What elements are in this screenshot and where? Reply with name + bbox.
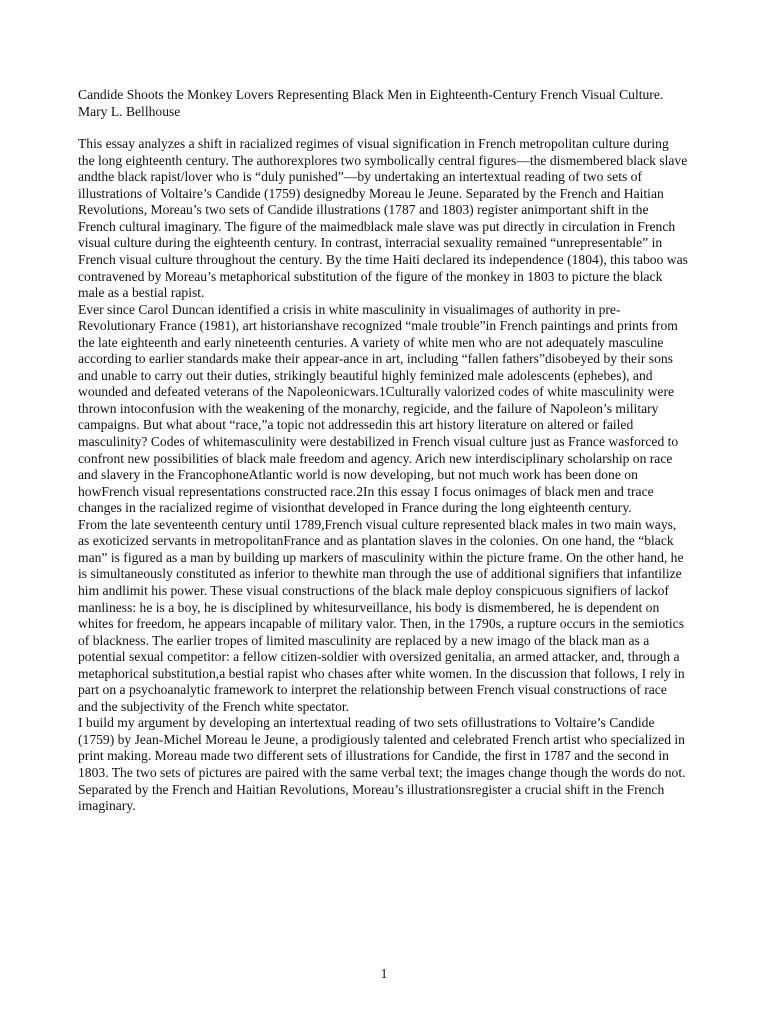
paragraph-representation: From the late seventeenth century until 1789,French visual culture represented black males in two main ways, as exoticized servants in metropolitanFrance and as plantation slaves in the colonies. On one hand, the “black man” is figured as a man by building up markers of masculinity within the picture frame. On the other hand, he is simultaneously constituted as inferior to thewhite man through the use of additional signifiers that infantilize him andlimit his power. These visual constructions of the black male deploy conspicuous signifiers of lackof manliness: he is a boy, he is disciplined by whitesurveillance, his body is dismembered, he is dependent on whites for freedom, he appears incapable of military valor. Then, in the 1790s, a rupture occurs in the semiotics of blackness. The earlier tropes of limited masculinity are replaced by a new imago of the black man as a potential sexual competitor: a fellow citizen-soldier with oversized genitalia, an armed attacker, and, through a metaphorical substitution,a bestial rapist who chases after white women. In the discussion that follows, I rely in part on a psychoanalytic framework to interpret the relationship between French visual constructions of race and the subjectivity of the French white spectator.: [78, 516, 685, 714]
page-number: 1: [380, 966, 388, 981]
document-title: Candide Shoots the Monkey Lovers Representing Black Men in Eighteenth-Century French Visual Culture. Mary L. Bellhouse: [78, 87, 664, 119]
document-page: [78, 87, 688, 815]
paragraph-masculinity: Ever since Carol Duncan identified a crisis in white masculinity in visualimages of authority in pre-Revolutionary France (1981), art historianshave recognized “male trouble”in French paintings and prints from the late eighteenth and early nineteenth centuries. A variety of white men who are not adequately masculine according to earlier standards make their appear-ance in art, including “fallen fathers”disobeyed by their sons and unable to carry out their duties, strikingly beautiful highly feminized male adolescents (ephebes), and wounded and defeated veterans of the Napoleonicwars.1Culturally valorized codes of white masculinity were thrown intoconfusion with the weakening of the monarchy, regicide, and the failure of Napoleon’s military campaigns. But what about “race,”a topic not addressedin this art history literature on altered or failed masculinity? Codes of whitemasculinity were destabilized in French visual culture just as France wasforced to confront new possibilities of black male freedom and agency. Arich new interdisciplinary scholarship on race and slavery in the FrancophoneAtlantic world is now developing, but not much work has been done on howFrench visual representations constructed race.2In this essay I focus onimages of black men and trace changes in the racialized regime of visionthat developed in France during the long eighteenth century.: [78, 301, 679, 516]
paragraph-abstract: This essay analyzes a shift in racialized regimes of visual signification in French metropolitan culture during the long eighteenth century. The authorexplores two symbolically central figures—the dismembered black slave andthe black rapist/lover who is “duly punished”—by undertaking an intertextual reading of two sets of illustrations of Voltaire’s Candide (1759) designedby Moreau le Jeune. Separated by the French and Haitian Revolutions, Moreau’s two sets of Candide illustrations (1787 and 1803) register animportant shift in the French cultural imaginary. The figure of the maimedblack male slave was put directly in circulation in French visual culture during the eighteenth century. In contrast, interracial sexuality remained “unrepresentable” in French visual culture throughout the century. By the time Haiti declared its independence (1804), this taboo was contravened by Moreau’s metaphorical substitution of the figure of the monkey in 1803 to picture the black male as a bestial rapist.: [78, 136, 688, 301]
paragraph-argument: I build my argument by developing an intertextual reading of two sets ofillustrations to Voltaire’s Candide (1759) by Jean-Michel Moreau le Jeune, a prodigiously talented and celebrated French artist who specialized in print making. Moreau made two different sets of illustrations for Candide, the first in 1787 and the second in 1803. The two sets of pictures are paired with the same verbal text; the images change though the words do not. Separated by the French and Haitian Revolutions, Moreau’s illustrationsregister a crucial shift in the French imaginary.: [78, 715, 686, 814]
